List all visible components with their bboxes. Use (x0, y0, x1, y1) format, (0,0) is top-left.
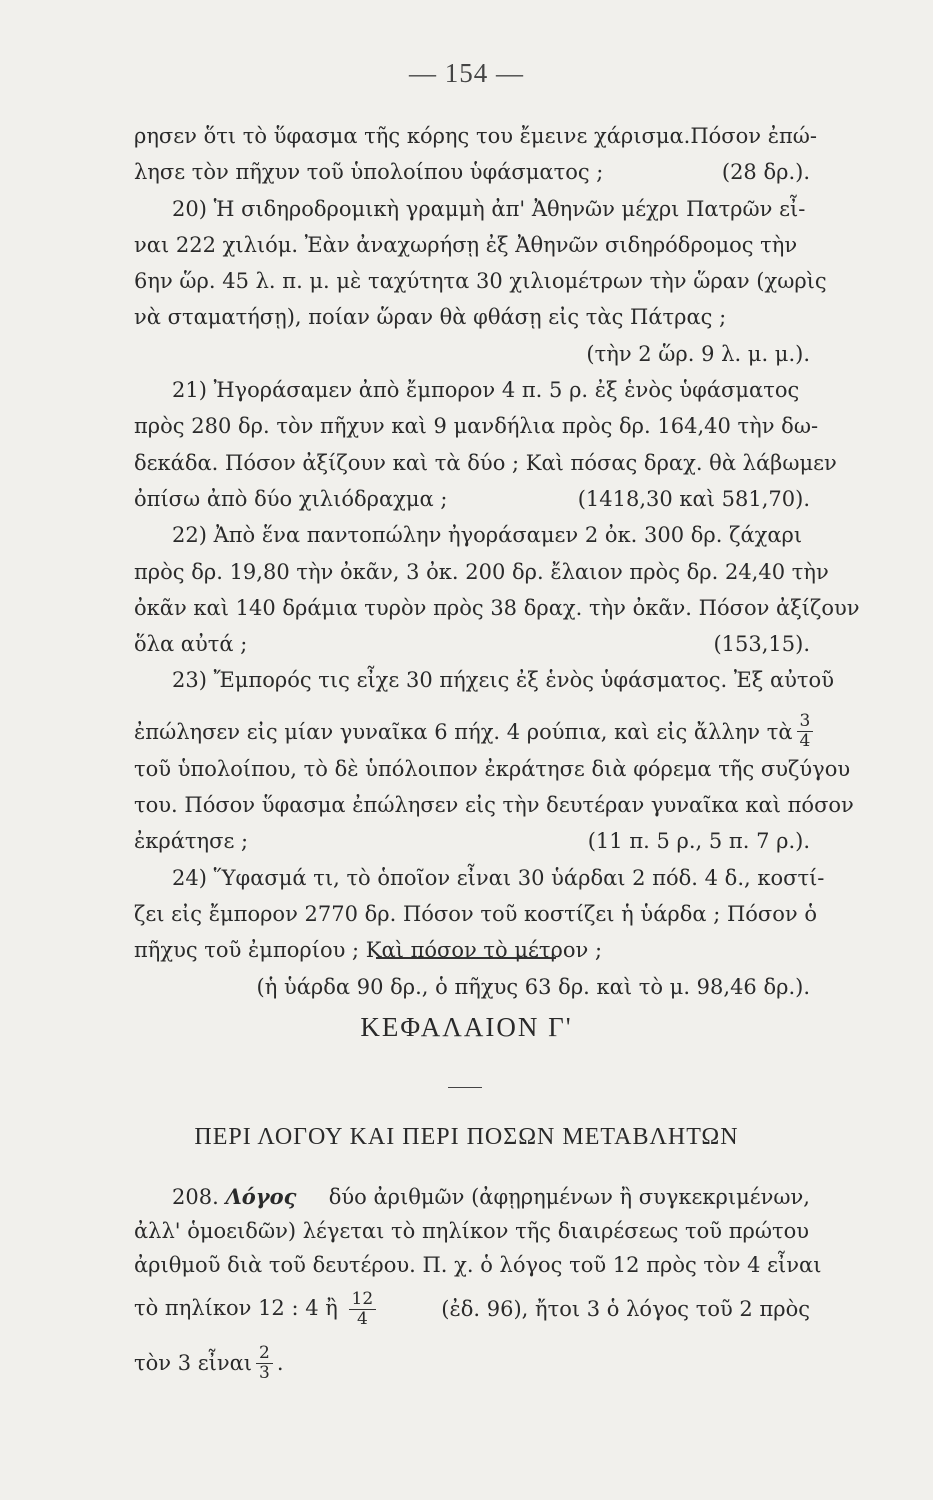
problem-20-start: 20) Ἡ σιδηροδρομικὴ γραμμὴ ἀπ' Ἀθηνῶν μέχρι Πατρῶν εἶ- (172, 196, 806, 221)
text-line: πρὸς δρ. 19,80 τὴν ὀκᾶν, 3 ὀκ. 200 δρ. ἔλαιον πρὸς δρ. 24,40 τὴν (134, 559, 829, 584)
fraction-three-quarters: $\frac{3}{4}$ (797, 712, 814, 751)
paragraph-208-start: 208. Λόγος δύο ἀριθμῶν (ἀφῃρημένων ἢ συγκεκριμένων, (172, 1184, 810, 1209)
text-line: ἀλλ' ὁμοειδῶν) λέγεται τὸ πηλίκον τῆς διαιρέσεως τοῦ πρώτου (134, 1219, 810, 1243)
text-line: πρὸς 280 δρ. τὸν πῆχυν καὶ 9 μανδήλια πρὸς δρ. 164,40 τὴν δω- (134, 414, 819, 439)
text-line: ἐκράτησε ; (11 π. 5 ρ., 5 π. 7 ρ.). (134, 829, 810, 854)
chapter-heading: ΚΕΦΑΛΑΙΟΝ Γ' (360, 1012, 573, 1042)
text-line: ὀκᾶν καὶ 140 δράμια τυρὸν πρὸς 38 δραχ. τὴν ὀκᾶν. Πόσον ἀξίζουν (134, 595, 860, 620)
text-line-with-fraction: τὸ πηλίκον 12 : 4 ἢ $\frac{12}{4}$ (ἐδ. 96), ἤτοι 3 ὁ λόγος τοῦ 2 πρὸς (134, 1288, 810, 1329)
problem-23-start: 23) Ἔμπορός τις εἶχε 30 πήχεις ἐξ ἑνὸς ὑφάσματος. Ἐξ αὐτοῦ (172, 668, 834, 693)
text-line: του. Πόσον ὕφασμα ἐπώλησεν εἰς τὴν δευτέραν γυναῖκα καὶ πόσον (134, 793, 854, 818)
problem-24-start: 24) Ὕφασμά τι, τὸ ὁποῖον εἶναι 30 ὑάρδαι 2 πόδ. 4 δ., κοστί- (172, 865, 825, 890)
text-line: πῆχυς τοῦ ἐμπορίου ; Καὶ πόσον τὸ μέτρον ; (134, 938, 603, 963)
text-line: ναι 222 χιλιόμ. Ἐὰν ἀναχωρήσῃ ἐξ Ἀθηνῶν σιδηρόδρομος τὴν (134, 232, 798, 257)
defined-term: Λόγος (225, 1184, 297, 1209)
problems-block (134, 118, 860, 1005)
fraction-twelve-fourths: $\frac{12}{4}$ (349, 1290, 377, 1329)
section-heading: ΠΕΡΙ ΛΟΓΟΥ ΚΑΙ ΠΕΡΙ ΠΟΣΩΝ ΜΕΤΑΒΛΗΤΩΝ (194, 1124, 739, 1150)
text-line: ὀπίσω ἀπὸ δύο χιλιόδραχμα ; (1418,30 καὶ 581,70). (134, 486, 810, 511)
text-line: ἀριθμοῦ διὰ τοῦ δευτέρου. Π. χ. ὁ λόγος τοῦ 12 πρὸς τὸν 4 εἶναι (134, 1253, 822, 1277)
text-line: νὰ σταματήσῃ), ποίαν ὥραν θὰ φθάσῃ εἰς τὰς Πάτρας ; (134, 305, 727, 330)
fraction-two-thirds: $\frac{2}{3}$ (256, 1344, 273, 1383)
text-line-with-fraction: ἐπώλησεν εἰς μίαν γυναῖκα 6 πήχ. 4 ρούπια, καὶ εἰς ἄλλην τὰ $\frac{3}{4}$ (134, 699, 810, 751)
text-line: 6ην ὥρ. 45 λ. π. μ. μὲ ταχύτητα 30 χιλιομέτρων τὴν ὥραν (χωρὶς (134, 269, 827, 294)
problem-21-start: 21) Ἠγοράσαμεν ἀπὸ ἔμπορον 4 π. 5 ρ. ἐξ ἑνὸς ὑφάσματος (172, 378, 800, 403)
text-line: λησε τὸν πῆχυν τοῦ ὑπολοίπου ὑφάσματος ; (28 δρ.). (134, 160, 810, 185)
section-body (134, 1180, 822, 1390)
answer-line: (ἡ ὑάρδα 90 δρ., ὁ πῆχυς 63 δρ. καὶ τὸ μ. 98,46 δρ.). (256, 974, 810, 999)
answer-line: (τὴν 2 ὥρ. 9 λ. μ. μ.). (586, 341, 810, 366)
text-line: ρησεν ὅτι τὸ ὕφασμα τῆς κόρης του ἔμεινε χάρισμα. Πόσον ἐπώ- (134, 124, 817, 148)
section-divider (376, 957, 556, 959)
text-line: ὅλα αὐτά ; (153,15). (134, 632, 810, 657)
paragraph-number: 208. (172, 1185, 219, 1209)
page-number: — 154 — (409, 58, 524, 88)
text-line: δεκάδα. Πόσον ἀξίζουν καὶ τὰ δύο ; Καὶ πόσας δραχ. θὰ λάβωμεν (134, 450, 837, 475)
text-line: ζει εἰς ἔμπορον 2770 δρ. Πόσον τοῦ κοστίζει ἡ ὑάρδα ; Πόσον ὁ (134, 901, 817, 926)
problem-22-start: 22) Ἀπὸ ἕνα παντοπώλην ἠγοράσαμεν 2 ὀκ. 300 δρ. ζάχαρι (172, 523, 803, 548)
heading-divider (448, 1087, 482, 1088)
text-line: τοῦ ὑπολοίπου, τὸ δὲ ὑπόλοιπον ἐκράτησε διὰ φόρεμα τῆς συζύγου (134, 756, 851, 781)
text-line-with-fraction: τὸν 3 εἶναι $\frac{2}{3}$ . (134, 1342, 284, 1383)
